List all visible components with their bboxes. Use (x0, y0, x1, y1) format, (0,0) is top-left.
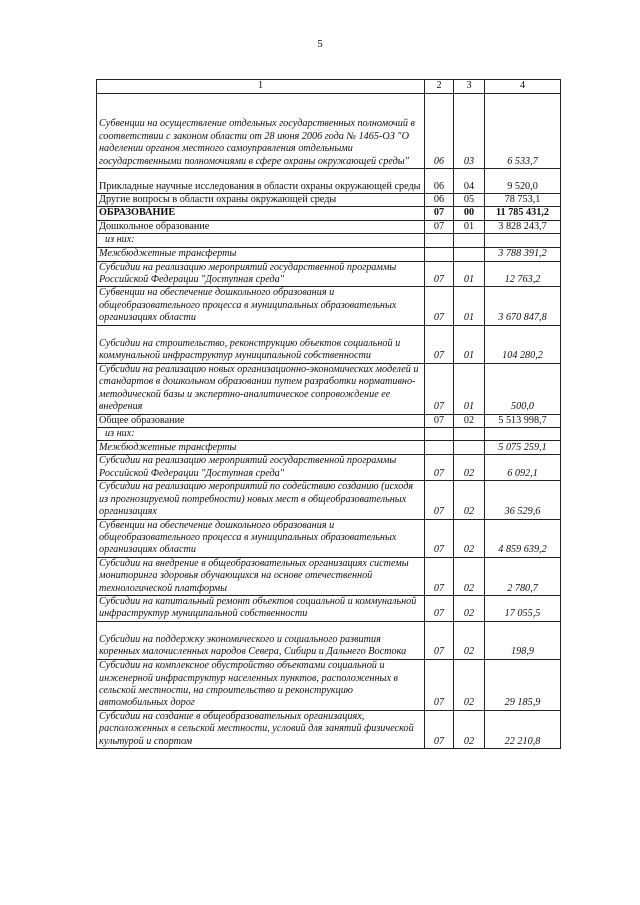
header-col-3: 3 (454, 80, 485, 94)
budget-table (96, 79, 561, 749)
row-name: Субсидии на капитальный ремонт объектов социальной и коммунальной инфраструктур муниципальной собственности (97, 595, 425, 621)
header-col-1: 1 (97, 80, 425, 94)
row-amount: 11 785 431,2 (485, 207, 561, 220)
row-amount: 5 075 259,1 (485, 441, 561, 455)
table-header-row (97, 80, 561, 94)
row-section: 07 (425, 519, 454, 557)
row-amount: 2 780,7 (485, 557, 561, 595)
row-subsection: 04 (454, 169, 485, 194)
row-subsection: 02 (454, 557, 485, 595)
row-section: 07 (425, 557, 454, 595)
row-section (425, 234, 454, 247)
row-section (425, 441, 454, 455)
table-row (97, 441, 561, 455)
table-row (97, 710, 561, 748)
table-row (97, 169, 561, 194)
row-name: Субвенции на обеспечение дошкольного образования и общеобразовательного процесса в муниципальных образовательных организациях области (97, 519, 425, 557)
row-name: Субсидии на реализацию мероприятий государственной программы Российской Федерации "Доступная среда" (97, 261, 425, 287)
row-section (425, 428, 454, 441)
row-name: из них: (97, 234, 425, 247)
table-row (97, 595, 561, 621)
row-name: Общее образование (97, 414, 425, 427)
row-amount: 6 092,1 (485, 455, 561, 481)
table-row (97, 621, 561, 659)
row-section (425, 247, 454, 261)
row-amount (485, 428, 561, 441)
table-row (97, 455, 561, 481)
table-row (97, 234, 561, 247)
table-row (97, 94, 561, 169)
row-name: Субсидии на создание в общеобразовательных организациях, расположенных в сельской местности, условий для занятий физической культурой и спортом (97, 710, 425, 748)
row-name: Субсидии на реализацию новых организационно-экономических моделей и стандартов в дошкольном образовании путем разработки нормативно-методической базы и экспертно-аналитическое сопровождение ее внедрения (97, 363, 425, 414)
table-row (97, 428, 561, 441)
row-subsection: 02 (454, 455, 485, 481)
row-amount: 4 859 639,2 (485, 519, 561, 557)
page-number: 5 (317, 38, 323, 50)
row-amount: 500,0 (485, 363, 561, 414)
row-subsection (454, 428, 485, 441)
row-section: 07 (425, 325, 454, 363)
row-name: Субсидии на строительство, реконструкцию объектов социальной и коммунальной инфраструктур муниципальной собственности (97, 325, 425, 363)
row-section: 07 (425, 659, 454, 710)
row-name: Прикладные научные исследования в области охраны окружающей среды (97, 169, 425, 194)
row-amount: 12 763,2 (485, 261, 561, 287)
table-row (97, 363, 561, 414)
row-amount: 17 055,5 (485, 595, 561, 621)
row-amount: 36 529,6 (485, 481, 561, 519)
row-subsection: 01 (454, 287, 485, 325)
row-amount: 5 513 998,7 (485, 414, 561, 427)
row-amount: 104 280,2 (485, 325, 561, 363)
row-amount: 9 520,0 (485, 169, 561, 194)
row-name: Субсидии на реализацию мероприятий по содействию созданию (исходя из прогнозируемой потребности) новых мест в общеобразовательных организациях (97, 481, 425, 519)
row-section: 06 (425, 194, 454, 207)
row-section: 07 (425, 261, 454, 287)
row-subsection: 02 (454, 519, 485, 557)
table-row (97, 194, 561, 207)
row-subsection: 01 (454, 261, 485, 287)
row-section: 07 (425, 220, 454, 233)
row-amount: 3 670 847,8 (485, 287, 561, 325)
row-name: из них: (97, 428, 425, 441)
row-name: Субвенции на обеспечение дошкольного образования и общеобразовательного процесса в муниципальных образовательных организациях области (97, 287, 425, 325)
row-amount: 6 533,7 (485, 94, 561, 169)
row-subsection: 00 (454, 207, 485, 220)
row-section: 07 (425, 481, 454, 519)
row-section: 07 (425, 621, 454, 659)
table-row (97, 247, 561, 261)
row-section: 07 (425, 363, 454, 414)
table-row (97, 325, 561, 363)
row-section: 07 (425, 595, 454, 621)
row-amount: 3 828 243,7 (485, 220, 561, 233)
row-subsection: 01 (454, 220, 485, 233)
table-row (97, 659, 561, 710)
row-name: Субсидии на внедрение в общеобразовательных организациях системы мониторинга здоровья обучающихся на основе отечественной технологической платформы (97, 557, 425, 595)
row-name: Дошкольное образование (97, 220, 425, 233)
row-subsection: 02 (454, 595, 485, 621)
row-amount: 29 185,9 (485, 659, 561, 710)
table-row (97, 287, 561, 325)
row-section: 06 (425, 169, 454, 194)
row-name: Субвенции на осуществление отдельных государственных полномочий в соответствии с законом области от 28 июня 2006 года № 1465-ОЗ "О наделении органов местного самоуправления отдельными государственными полномочиями в сфере охраны окружающей среды" (97, 94, 425, 169)
row-subsection: 02 (454, 414, 485, 427)
row-name: Субсидии на комплексное обустройство объектами социальной и инженерной инфраструктур населенных пунктов, расположенных в сельской местности, на строительство и реконструкцию автомобильных дорог (97, 659, 425, 710)
row-subsection: 02 (454, 710, 485, 748)
row-name: Субсидии на реализацию мероприятий государственной программы Российской Федерации "Доступная среда" (97, 455, 425, 481)
row-subsection (454, 234, 485, 247)
row-amount: 198,9 (485, 621, 561, 659)
row-subsection: 02 (454, 481, 485, 519)
row-amount: 22 210,8 (485, 710, 561, 748)
row-name: ОБРАЗОВАНИЕ (97, 207, 425, 220)
row-name: Межбюджетные трансферты (97, 247, 425, 261)
header-col-2: 2 (425, 80, 454, 94)
table-row (97, 220, 561, 233)
row-subsection: 02 (454, 621, 485, 659)
row-section: 07 (425, 287, 454, 325)
table-row (97, 557, 561, 595)
row-subsection (454, 247, 485, 261)
row-subsection (454, 441, 485, 455)
row-section: 07 (425, 414, 454, 427)
row-name: Субсидии на поддержку экономического и социального развития коренных малочисленных народов Севера, Сибири и Дальнего Востока (97, 621, 425, 659)
table-row (97, 519, 561, 557)
row-section: 07 (425, 710, 454, 748)
row-section: 07 (425, 455, 454, 481)
table-row (97, 261, 561, 287)
row-name: Межбюджетные трансферты (97, 441, 425, 455)
row-name: Другие вопросы в области охраны окружающей среды (97, 194, 425, 207)
table-row (97, 207, 561, 220)
row-subsection: 05 (454, 194, 485, 207)
row-section: 06 (425, 94, 454, 169)
row-subsection: 02 (454, 659, 485, 710)
row-section: 07 (425, 207, 454, 220)
row-subsection: 03 (454, 94, 485, 169)
header-col-4: 4 (485, 80, 561, 94)
row-subsection: 01 (454, 363, 485, 414)
row-amount: 3 788 391,2 (485, 247, 561, 261)
table-row (97, 481, 561, 519)
row-subsection: 01 (454, 325, 485, 363)
row-amount: 78 753,1 (485, 194, 561, 207)
row-amount (485, 234, 561, 247)
table-row (97, 414, 561, 427)
